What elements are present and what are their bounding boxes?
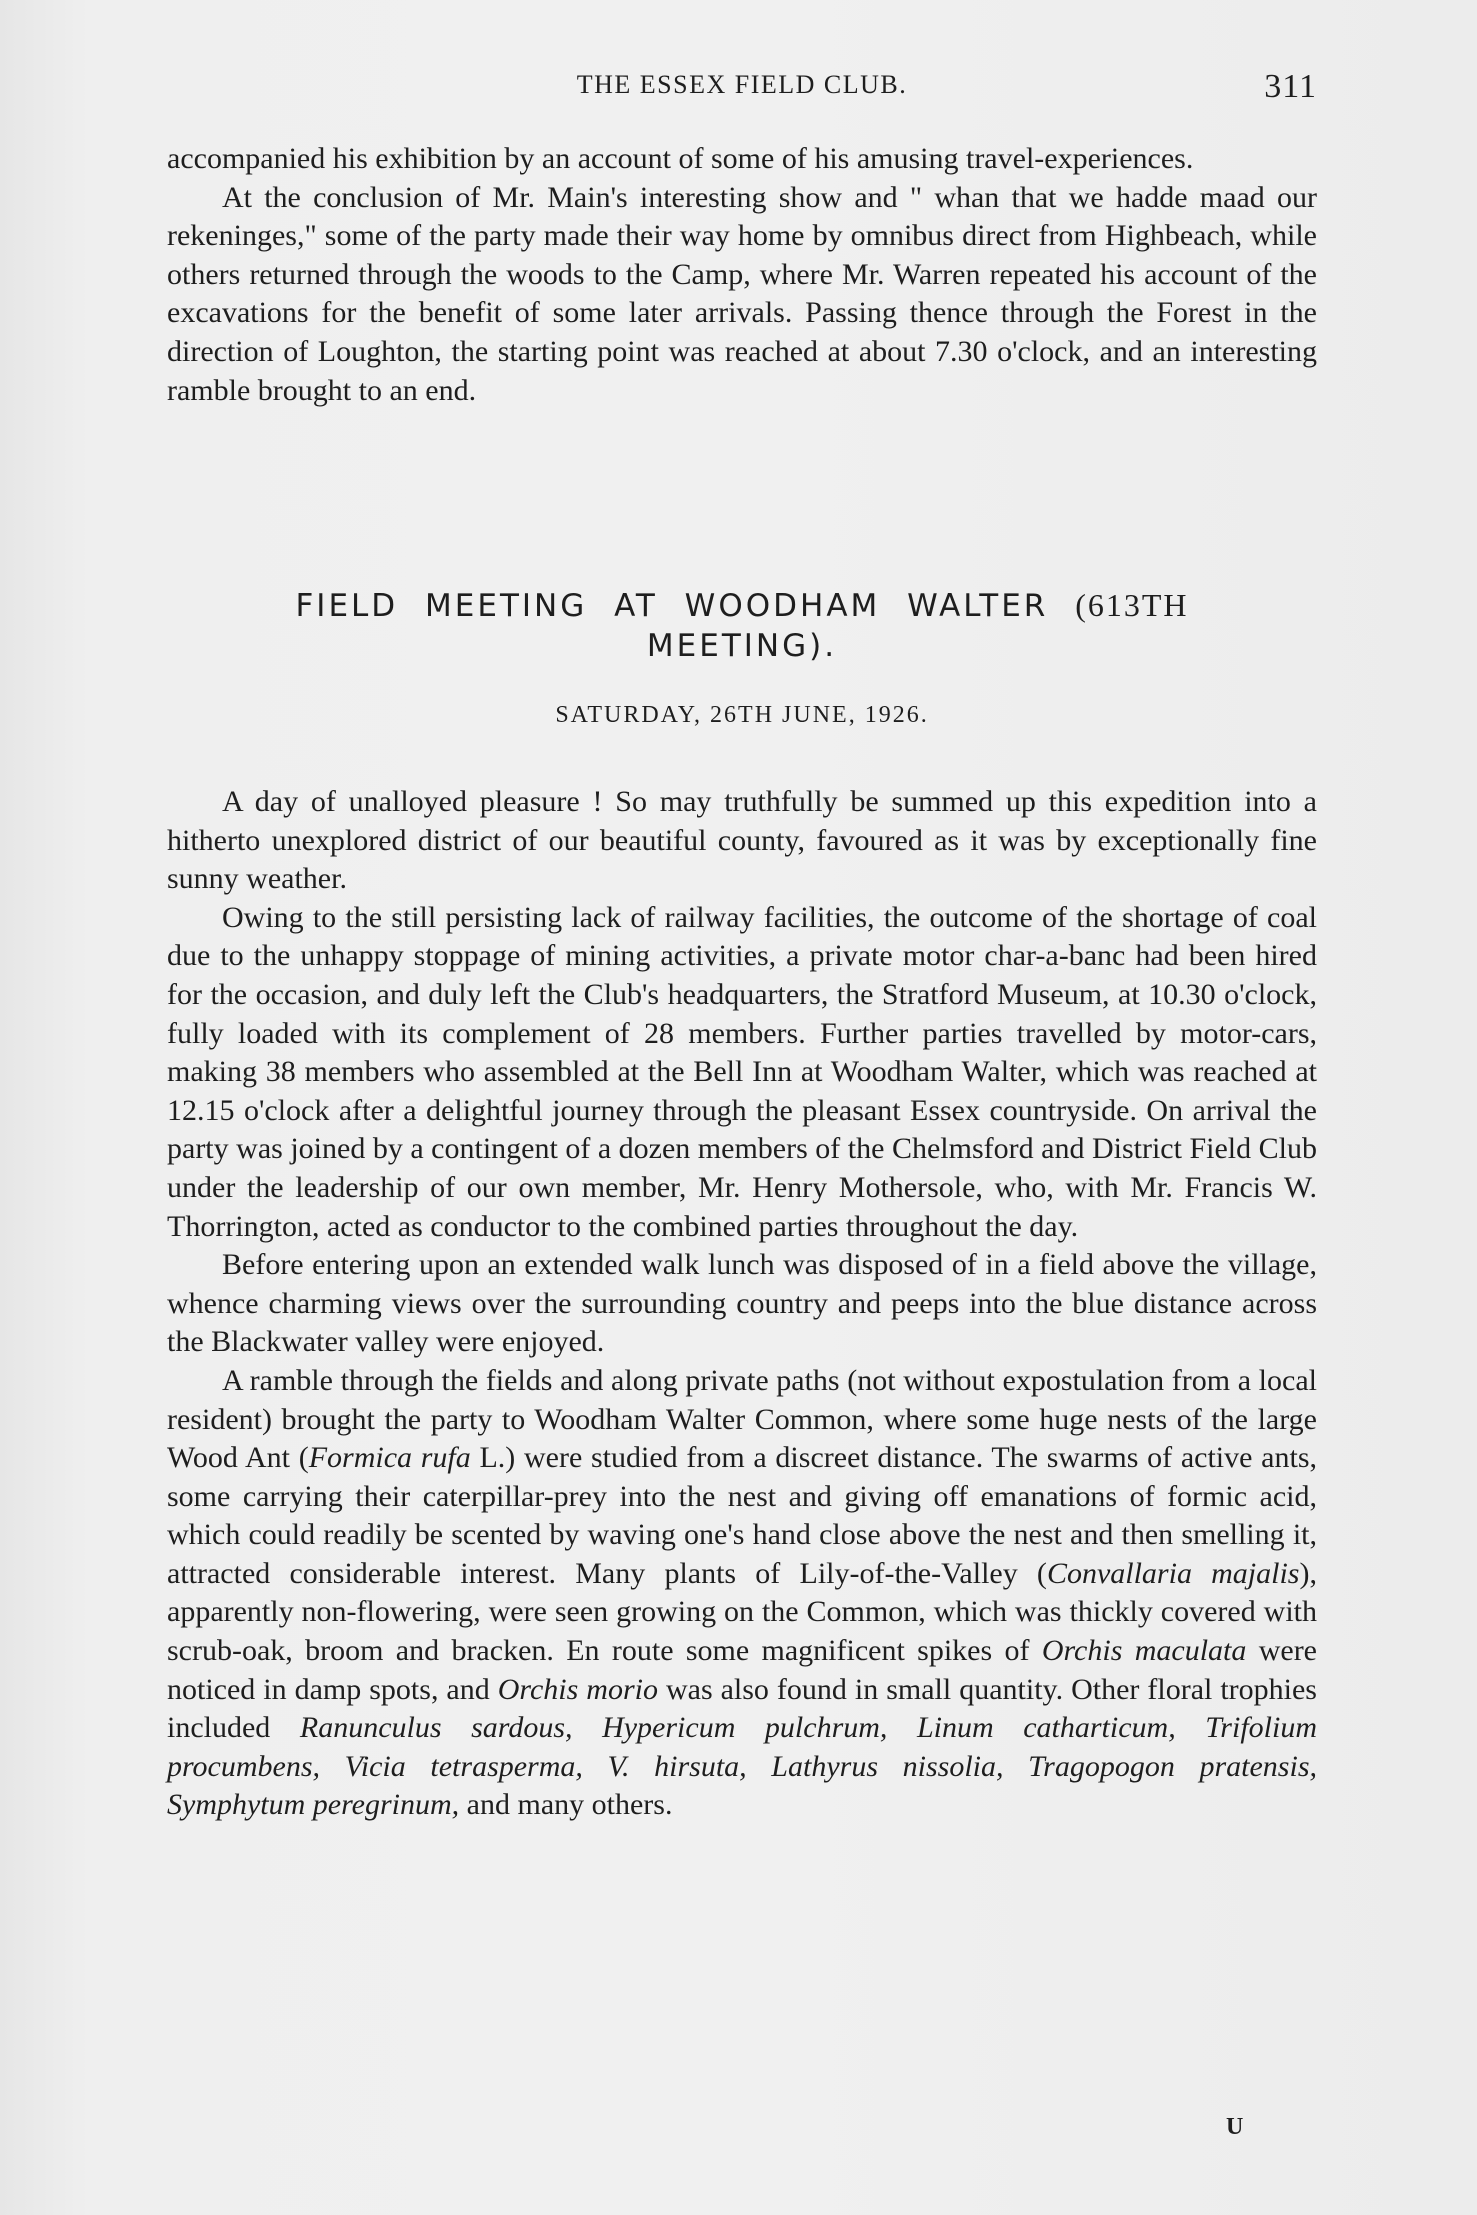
previous-report-ending bbox=[167, 140, 1317, 410]
running-title: THE ESSEX FIELD CLUB. bbox=[576, 70, 908, 99]
running-head bbox=[167, 68, 1317, 108]
paragraph: A day of unalloyed pleasure ! So may truthfully be summed up this expedition into a hitherto unexplored district of our beautiful county, favoured as it was by exceptionally fine sunny weather. bbox=[167, 785, 1317, 896]
species-list: Ranunculus sardous, Hypericum pulchrum, Linum catharticum, Trifolium procumbens, Vicia tetrasperma, V. hirsuta, Lathyrus nissolia, Tragopogon pratensis, Symphytum peregrinum, bbox=[167, 1711, 1317, 1822]
signature-mark: U bbox=[1226, 2114, 1244, 2140]
paragraph-with-species bbox=[167, 1362, 1317, 1825]
text-run: and many others. bbox=[459, 1788, 673, 1822]
paragraph: accompanied his exhibition by an account of some of his amusing travel-experiences. bbox=[167, 142, 1194, 175]
species-name: Formica rufa bbox=[308, 1441, 471, 1475]
heading-line-2: MEETING). bbox=[646, 628, 838, 664]
meeting-number: (613TH bbox=[1075, 587, 1189, 623]
heading-line-1: FIELD MEETING AT WOODHAM WALTER bbox=[295, 588, 1049, 624]
paragraph: Before entering upon an extended walk lunch was disposed of in a field above the village, whence charming views over the surrounding country and peeps into the blue distance across the Blackwater valley were enjoyed. bbox=[167, 1248, 1317, 1359]
paragraph: Owing to the still persisting lack of railway facilities, the outcome of the shortage of coal due to the unhappy stoppage of mining activities, a private motor char-a-banc had been hired for the occasion, and duly left the Club's headquarters, the Stratford Museum, at 10.30 o'clock, fully loaded with its complement of 28 members. Further parties travelled by motor-cars, making 38 members who assembled at the Bell Inn at Woodham Walter, which was reached at 12.15 o'clock after a delightful journey through the pleasant Essex countryside. On arrival the party was joined by a contingent of a dozen members of the Chelmsford and District Field Club under the leadership of our own member, Mr. Henry Mothersole, who, with Mr. Francis W. Thorrington, acted as conductor to the combined parties throughout the day. bbox=[167, 900, 1317, 1243]
text-run: were noticed in damp spots, and bbox=[167, 1634, 1318, 1706]
meeting-date: SATURDAY, 26TH JUNE, 1926. bbox=[555, 702, 929, 728]
species-name: Orchis maculata bbox=[1041, 1634, 1247, 1668]
text-run: A ramble through the fields and along private paths (not without expostulation from a local resident) brought the party to Woodham Walter Common, where some huge nests of the large Wood Ant ( bbox=[167, 1363, 1317, 1475]
page-number: 311 bbox=[1264, 68, 1317, 105]
text-run: ), apparently non-flowering, were seen growing on the Common, which was thickly covered with scrub-oak, broom and bracken. En route some magnificent spikes of bbox=[167, 1556, 1317, 1668]
species-name: Orchis morio bbox=[497, 1672, 658, 1706]
text-run: L.) were studied from a discreet distance. The swarms of active ants, some carrying their caterpillar-prey into the nest and giving off emanations of formic acid, which could readily be scented by waving one's hand close above the nest and then smelling it, attracted considerable interest. Many plants of Lily-of-the-Valley ( bbox=[167, 1441, 1317, 1590]
meeting-report bbox=[167, 783, 1317, 1825]
paragraph: At the conclusion of Mr. Main's interesting show and " whan that we hadde maad our rekeninges," some of the party made their way home by omnibus direct from Highbeach, while others returned through the woods to the Camp, where Mr. Warren repeated his account of the excavations for the benefit of some later arrivals. Passing thence through the Forest in the direction of Loughton, the starting point was reached at about 7.30 o'clock, and an interesting ramble brought to an end. bbox=[167, 180, 1317, 407]
text-run: was also found in small quantity. Other floral trophies included bbox=[167, 1672, 1317, 1745]
section-heading bbox=[167, 585, 1317, 666]
species-name: Convallaria majalis bbox=[1046, 1556, 1300, 1590]
